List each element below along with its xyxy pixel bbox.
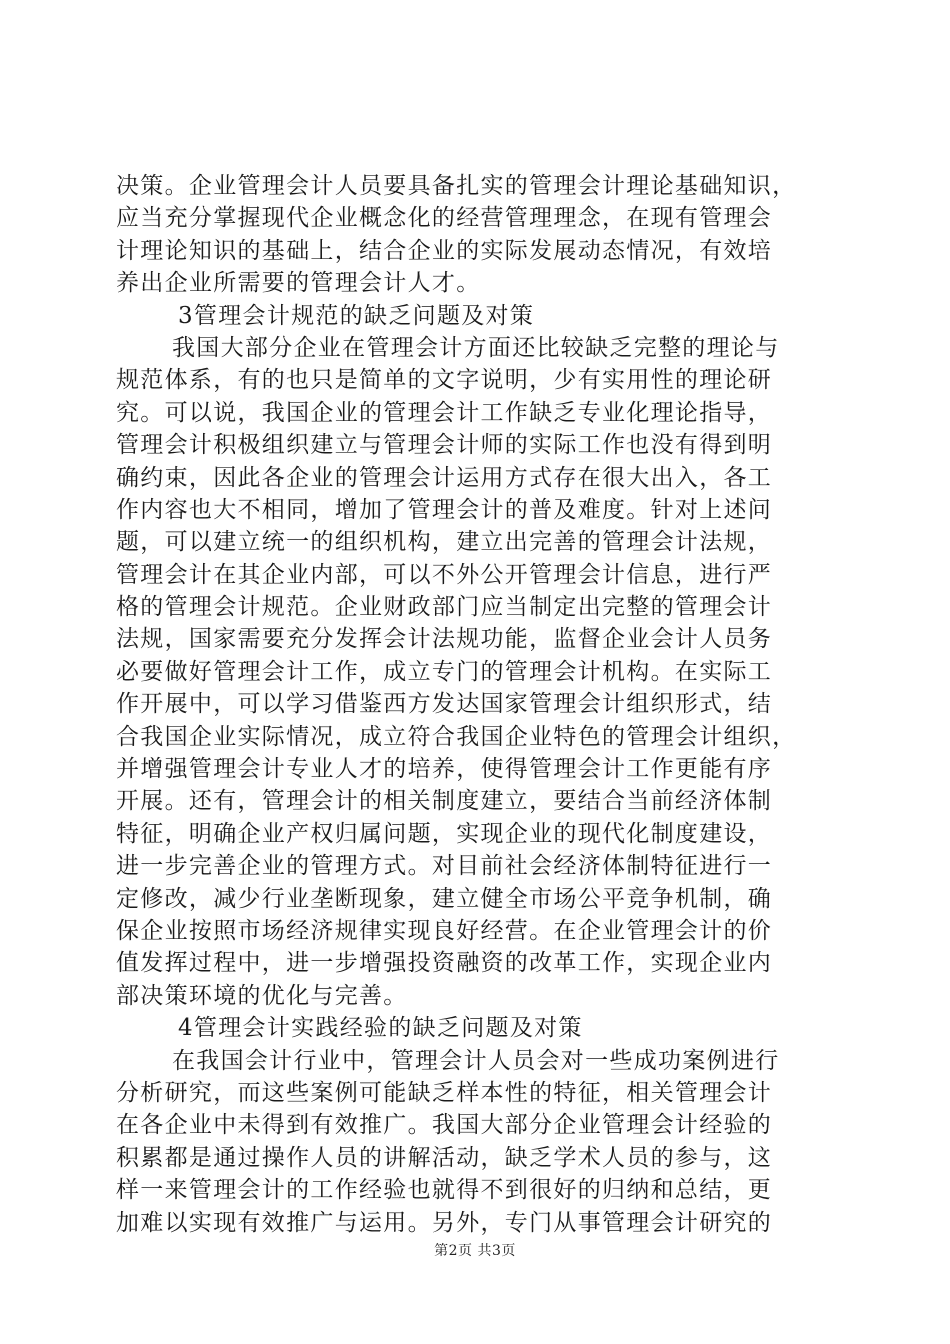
paragraph-line: 样一来管理会计的工作经验也就得不到很好的归纳和总结，更 [116, 1177, 773, 1204]
page-footer: 第2页 共3页 [434, 1243, 516, 1259]
paragraph-line: 特征，明确企业产权归属问题，实现企业的现代化制度建设， [116, 820, 773, 847]
paragraph-line: 作开展中，可以学习借鉴西方发达国家管理会计组织形式，结 [116, 691, 773, 718]
paragraph-line: 决策。企业管理会计人员要具备扎实的管理会计理论基础知识， [116, 173, 797, 199]
paragraph-line: 法规，国家需要充分发挥会计法规功能，监督企业会计人员务 [116, 626, 773, 653]
section-heading: 3管理会计规范的缺乏问题及对策 [178, 302, 535, 329]
paragraph-line: 开展。还有，管理会计的相关制度建立，要结合当前经济体制 [116, 788, 773, 815]
paragraph-line: 值发挥过程中，进一步增强投资融资的改革工作，实现企业内 [116, 950, 773, 977]
paragraph-line: 合我国企业实际情况，成立符合我国企业特色的管理会计组织， [116, 723, 797, 750]
document-body [116, 170, 836, 1239]
paragraph-line: 部决策环境的优化与完善。 [116, 982, 408, 1009]
paragraph-line: 作内容也大不相同，增加了管理会计的普及难度。针对上述问 [116, 496, 773, 523]
paragraph-line: 在我国会计行业中，管理会计人员会对一些成功案例进行 [172, 1047, 780, 1074]
paragraph-line: 养出企业所需要的管理会计人才。 [116, 270, 481, 297]
paragraph-line: 格的管理会计规范。企业财政部门应当制定出完整的管理会计 [116, 594, 773, 621]
paragraph-line: 加难以实现有效推广与运用。另外，专门从事管理会计研究的 [116, 1209, 773, 1236]
paragraph-line: 规范体系，有的也只是简单的文字说明，少有实用性的理论研 [116, 367, 773, 394]
paragraph-line: 我国大部分企业在管理会计方面还比较缺乏完整的理论与 [172, 334, 780, 361]
paragraph-line: 管理会计积极组织建立与管理会计师的实际工作也没有得到明 [116, 432, 773, 459]
paragraph-line: 进一步完善企业的管理方式。对目前社会经济体制特征进行一 [116, 853, 773, 880]
paragraph-line: 定修改，减少行业垄断现象，建立健全市场公平竞争机制，确 [116, 885, 773, 912]
paragraph-line: 究。可以说，我国企业的管理会计工作缺乏专业化理论指导， [116, 399, 773, 426]
paragraph-line: 确约束，因此各企业的管理会计运用方式存在很大出入，各工 [116, 464, 773, 491]
paragraph-line: 保企业按照市场经济规律实现良好经营。在企业管理会计的价 [116, 917, 773, 944]
paragraph-line: 并增强管理会计专业人才的培养，使得管理会计工作更能有序 [116, 756, 773, 783]
paragraph-line: 题，可以建立统一的组织机构，建立出完善的管理会计法规， [116, 529, 773, 556]
section-heading: 4管理会计实践经验的缺乏问题及对策 [178, 1015, 583, 1042]
paragraph-line: 管理会计在其企业内部，可以不外公开管理会计信息，进行严 [116, 561, 773, 588]
paragraph-line: 分析研究，而这些案例可能缺乏样本性的特征，相关管理会计 [116, 1079, 773, 1106]
paragraph-line: 在各企业中未得到有效推广。我国大部分企业管理会计经验的 [116, 1112, 773, 1139]
paragraph-line: 必要做好管理会计工作，成立专门的管理会计机构。在实际工 [116, 658, 773, 685]
paragraph-line: 应当充分掌握现代企业概念化的经营管理理念，在现有管理会 [116, 205, 773, 232]
paragraph-line: 积累都是通过操作人员的讲解活动，缺乏学术人员的参与，这 [116, 1144, 773, 1171]
paragraph-line: 计理论知识的基础上，结合企业的实际发展动态情况，有效培 [116, 237, 773, 264]
